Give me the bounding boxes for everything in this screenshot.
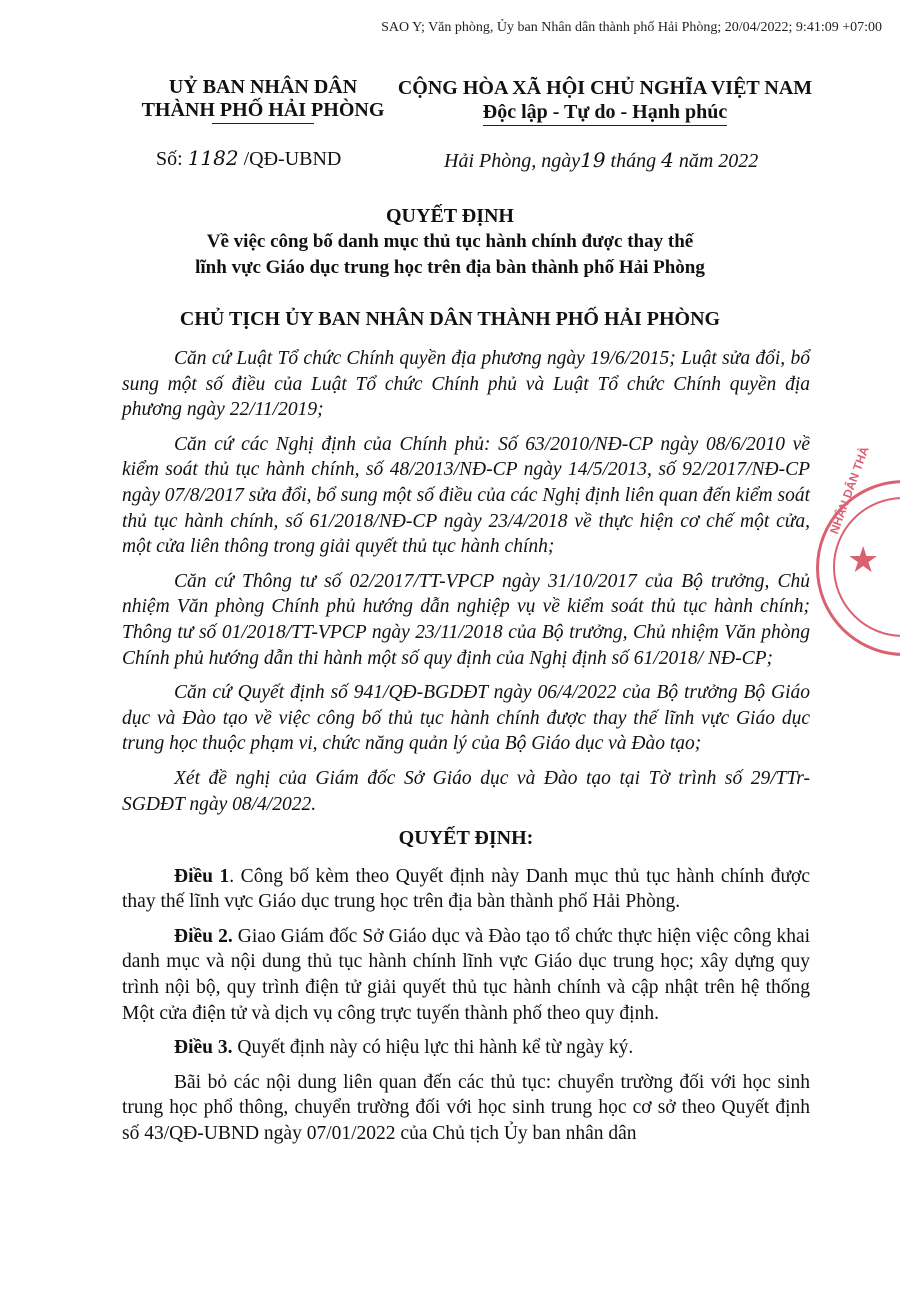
number-suffix: /QĐ-UBND <box>243 148 342 170</box>
final-paragraph: Bãi bỏ các nội dung liên quan đến các thủ tục: chuyển trường đối với học sinh trung học phổ thông, chuyển trường đối với học sinh trung học cơ sở theo Quyết định số 43/QĐ-UBND ngày 07/01/2022 của Chủ tịch Ủy ban nhân dân <box>122 1071 810 1145</box>
motto: Độc lập - Tự do - Hạnh phúc <box>483 100 727 126</box>
article-3 <box>122 1035 810 1061</box>
title-main: QUYẾT ĐỊNH <box>386 205 514 227</box>
place-and-date <box>444 148 758 173</box>
preamble-item: Căn cứ Thông tư số 02/2017/TT-VPCP ngày 31/10/2017 của Bộ trưởng, Chủ nhiệm Văn phòng Chính phủ hướng dẫn nghiệp vụ về kiểm soát thủ tục hành chính; Thông tư số 01/2018/TT-VPCP ngày 23/11/2018 của Bộ trưởng, Chủ nhiệm Văn phòng Chính phủ hướng dẫn thi hành một số quy định của Nghị định số 61/2018/ NĐ-CP; <box>122 570 810 669</box>
article-label: Điều 1 <box>174 865 230 887</box>
handwritten-day: 19 <box>580 148 606 172</box>
handwritten-number: 1182 <box>187 146 239 170</box>
seal-text: NHÂN DÂN THÀ <box>827 444 872 536</box>
article-label-sep: . <box>229 865 235 887</box>
star-icon: ★ <box>847 540 880 580</box>
year-label: năm 2022 <box>678 150 759 172</box>
authority-line-2: THÀNH PHỐ HẢI PHÒNG <box>141 99 385 121</box>
authority-line-1: UỶ BAN NHÂN DÂN <box>168 76 358 98</box>
national-motto <box>390 76 820 126</box>
decision-heading: QUYẾT ĐỊNH: <box>398 827 534 850</box>
title-subject-line-1: Về việc công bố danh mục thủ tục hành chính được thay thế <box>206 231 694 252</box>
preamble-item: Căn cứ Luật Tổ chức Chính quyền địa phương ngày 19/6/2015; Luật sửa đổi, bổ sung một số điều của Luật Tổ chức Chính phủ và Luật Tổ chức Chính quyền địa phương ngày 22/11/2019; <box>122 348 810 421</box>
article-1 <box>122 864 810 915</box>
preamble-item: Căn cứ Quyết định số 941/QĐ-BGDĐT ngày 06/4/2022 của Bộ trưởng Bộ Giáo dục và Đào tạo về việc công bố thủ tục hành chính được thay thế lĩnh vực Giáo dục trung học thuộc phạm vi, chức năng quản lý của Bộ Giáo dục và Đào tạo; <box>122 682 810 755</box>
title-subject-line-2: lĩnh vực Giáo dục trung học trên địa bàn thành phố Hải Phòng <box>195 257 705 278</box>
official-seal <box>816 444 900 656</box>
authority-underline <box>212 123 314 124</box>
article-label: Điều 2. <box>174 925 233 947</box>
article-text: Quyết định này có hiệu lực thi hành kể từ ngày ký. <box>232 1037 634 1059</box>
document-number <box>156 146 341 171</box>
document-body <box>122 346 810 1156</box>
issuer-heading: CHỦ TỊCH ỦY BAN NHÂN DÂN THÀNH PHỐ HẢI PHÒNG <box>179 308 721 330</box>
place-label: Hải Phòng, ngày <box>444 150 581 172</box>
country-name: CỘNG HÒA XÃ HỘI CHỦ NGHĨA VIỆT NAM <box>397 77 813 99</box>
month-label: tháng <box>610 150 657 172</box>
preamble-item: Căn cứ các Nghị định của Chính phủ: Số 63/2010/NĐ-CP ngày 08/6/2010 về kiểm soát thủ tục hành chính, số 48/2013/NĐ-CP ngày 14/5/2013, số 92/2017/NĐ-CP ngày 07/8/2017 sửa đổi, bổ sung một số điều của các Nghị định liên quan đến kiểm soát thủ tục hành chính, số 61/2018/NĐ-CP ngày 23/4/2018 về thực hiện cơ chế một cửa, một cửa liên thông trong giải quyết thủ tục hành chính; <box>122 433 810 558</box>
preamble-item: Xét đề nghị của Giám đốc Sở Giáo dục và Đào tạo tại Tờ trình số 29/TTr-SGDĐT ngày 08/4/2022. <box>122 767 810 815</box>
digital-copy-watermark: SAO Y; Văn phòng, Ủy ban Nhân dân thành phố Hải Phòng; 20/04/2022; 9:41:09 +07:00 <box>381 20 882 35</box>
handwritten-month: 4 <box>661 148 674 172</box>
article-label: Điều 3. <box>174 1037 233 1059</box>
issuing-authority <box>118 76 408 124</box>
article-text: Công bố kèm theo Quyết định này Danh mục thủ tục hành chính được thay thế lĩnh vực Giáo dục trung học trên địa bàn thành phố Hải Phòng. <box>122 865 810 913</box>
article-text: Giao Giám đốc Sở Giáo dục và Đào tạo tổ chức thực hiện việc công khai danh mục và nội dung thủ tục hành chính lĩnh vực Giáo dục trung học; xây dựng quy trình nội bộ, quy trình điện tử giải quyết thủ tục hành chính và cập nhật trên hệ thống Một cửa điện tử và dịch vụ công trực tuyến thành phố theo quy định. <box>122 925 811 1024</box>
article-2 <box>122 924 810 1026</box>
document-title <box>0 203 900 281</box>
number-prefix: Số: <box>156 148 183 170</box>
